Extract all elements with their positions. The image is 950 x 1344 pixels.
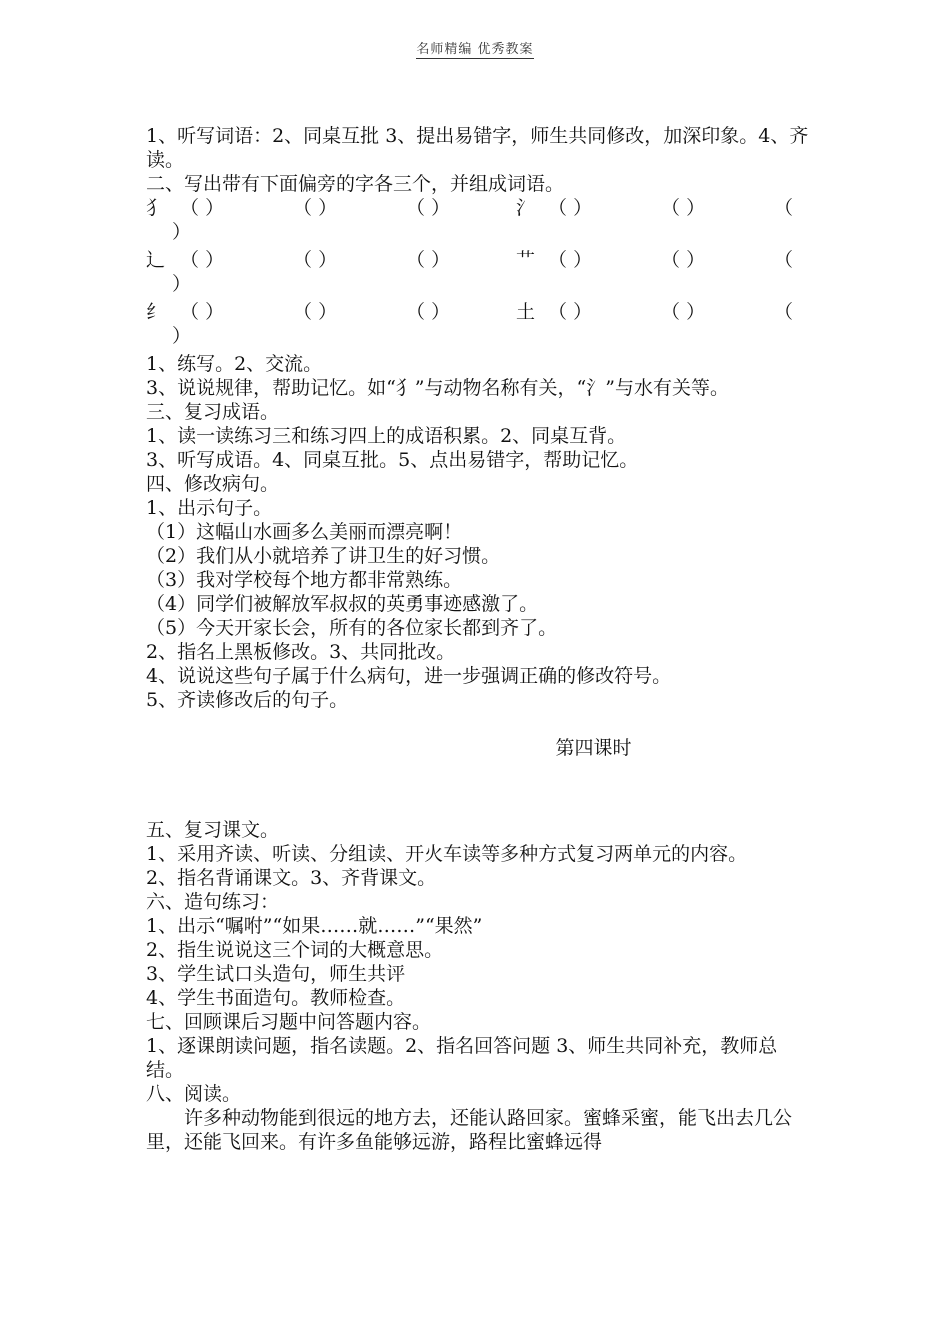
text-line: 1、听写词语：2、同桌互批 3、提出易错字，师生共同修改，加深印象。4、齐读。 [146, 125, 809, 171]
blank-paren-close: ） [172, 221, 192, 243]
text-line: 1、练写。2、交流。 [146, 353, 323, 375]
blank-paren-open: （ [774, 301, 794, 323]
radical-label: 氵 [516, 197, 536, 219]
text-line: 4、说说这些句子属于什么病句，进一步强调正确的修改符号。 [146, 665, 672, 687]
sentence-item: （4）同学们被解放军叔叔的英勇事迹感激了。 [146, 593, 539, 615]
blank-paren: （ ） [406, 197, 451, 219]
text-line: 3、听写成语。4、同桌互批。5、点出易错字，帮助记忆。 [146, 449, 639, 471]
reading-paragraph: 许多种动物能到很远的地方去，还能认路回家。蜜蜂采蜜，能飞出去几公里，还能飞回来。有许多鱼能够远游，路程比蜜蜂远得 [146, 1107, 793, 1153]
page-header [0, 38, 950, 57]
blank-paren: （ ） [548, 249, 593, 271]
blank-paren: （ ） [406, 301, 451, 323]
text-line: 5、齐读修改后的句子。 [146, 689, 349, 711]
blank-paren-open: （ [774, 197, 794, 219]
text-line: 2、指生说说这三个词的大概意思。 [146, 939, 444, 961]
section-heading: 五、复习课文。 [146, 819, 280, 841]
header-text: 名师精编 优秀教案 [416, 42, 534, 57]
blank-paren: （ ） [661, 301, 706, 323]
text-line: 3、说说规律，帮助记忆。如“犭”与动物名称有关，“氵”与水有关等。 [146, 377, 729, 399]
blank-paren: （ ） [661, 249, 706, 271]
blank-paren: （ ） [293, 249, 338, 271]
blank-paren: （ ） [180, 301, 225, 323]
blank-paren: （ ） [661, 197, 706, 219]
radical-label: 纟 [146, 301, 166, 323]
blank-paren: （ ） [293, 197, 338, 219]
section-heading: 七、回顾课后习题中问答题内容。 [146, 1011, 432, 1033]
text-line: 1、逐课朗读问题，指名读题。2、指名回答问题 3、师生共同补充，教师总结。 [146, 1035, 778, 1081]
lesson-title: 第四课时 [555, 737, 632, 759]
text-line: 2、指名上黑板修改。3、共同批改。 [146, 641, 456, 663]
section-heading: 二、写出带有下面偏旁的字各三个，并组成词语。 [146, 173, 565, 195]
blank-paren-open: （ [774, 249, 794, 271]
section-heading: 六、造句练习： [146, 891, 280, 913]
blank-paren: （ ） [180, 249, 225, 271]
blank-paren: （ ） [406, 249, 451, 271]
blank-paren-close: ） [172, 273, 192, 295]
radical-label: 土 [516, 301, 536, 323]
radical-label: 辶 [146, 249, 166, 271]
radical-label: 艹 [516, 249, 536, 271]
text-line: 1、出示句子。 [146, 497, 273, 519]
blank-paren: （ ） [180, 197, 225, 219]
blank-paren: （ ） [293, 301, 338, 323]
text-line: 1、采用齐读、听读、分组读、开火车读等多种方式复习两单元的内容。 [146, 843, 748, 865]
section-heading: 八、阅读。 [146, 1083, 242, 1105]
radical-row [146, 196, 811, 248]
blank-paren: （ ） [548, 301, 593, 323]
text-line: 1、读一读练习三和练习四上的成语积累。2、同桌互背。 [146, 425, 627, 447]
section-heading: 四、修改病句。 [146, 473, 280, 495]
radical-label: 犭 [146, 197, 166, 219]
text-line: 4、学生书面造句。教师检查。 [146, 987, 406, 1009]
sentence-item: （2）我们从小就培养了讲卫生的好习惯。 [146, 545, 501, 567]
radical-row [146, 248, 811, 300]
text-line: 1、出示“嘱咐”“如果……就……”“果然” [146, 915, 483, 937]
section-heading: 三、复习成语。 [146, 401, 280, 423]
sentence-item: （5）今天开家长会，所有的各位家长都到齐了。 [146, 617, 558, 639]
sentence-item: （1）这幅山水画多么美丽而漂亮啊！ [146, 521, 463, 543]
blank-paren-close: ） [172, 325, 192, 347]
radical-row [146, 300, 811, 352]
document-body [146, 124, 811, 1154]
sentence-item: （3）我对学校每个地方都非常熟练。 [146, 569, 463, 591]
text-line: 3、学生试口头造句，师生共评 [146, 963, 406, 985]
text-line: 2、指名背诵课文。3、齐背课文。 [146, 867, 437, 889]
blank-paren: （ ） [548, 197, 593, 219]
